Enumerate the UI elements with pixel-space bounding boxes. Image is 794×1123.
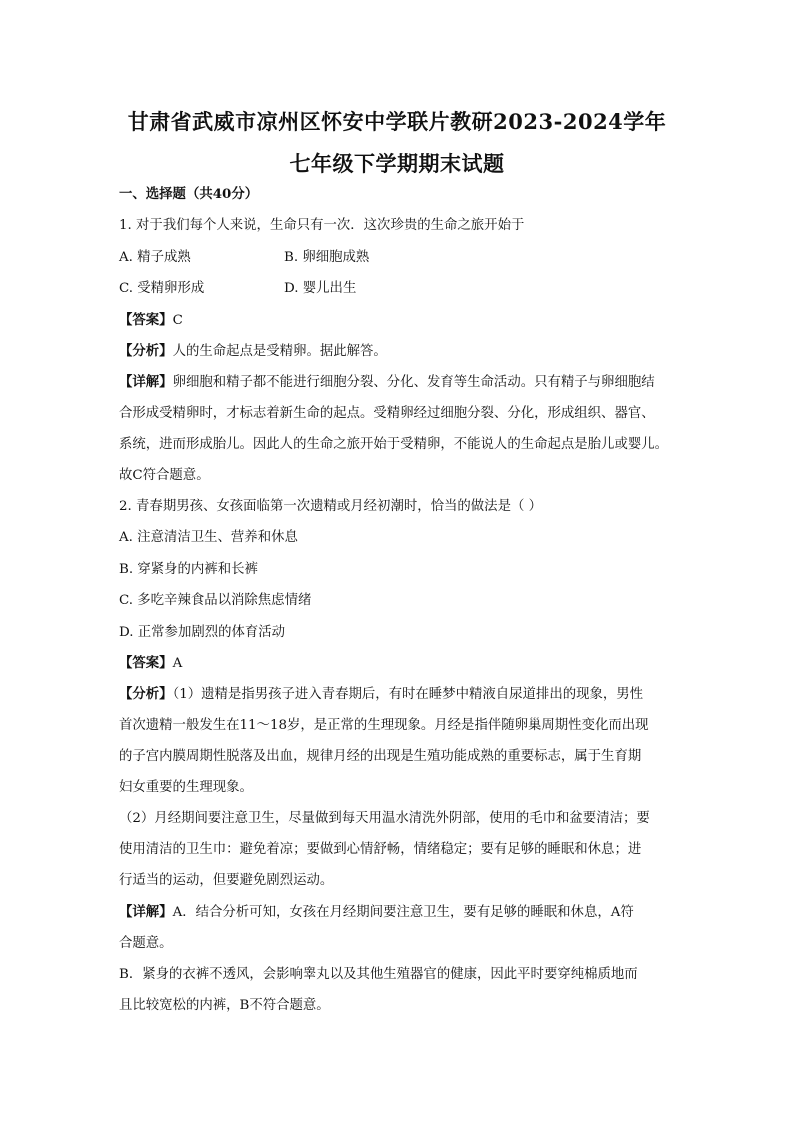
question-2-detail-line4: 且比较宽松的内裤，B不符合题意。 (119, 998, 330, 1013)
detail-text: 卵细胞和精子都不能进行细胞分裂、分化、发育等生命活动。只有精子与卵细胞结 (172, 375, 655, 390)
question-2-analysis-line1 (119, 688, 643, 701)
detail-tag: 【详解】 (119, 904, 173, 920)
question-2-analysis-line3: 的子宫内膜周期性脱落及出血，规律月经的出现是生殖功能成熟的重要标志，属于生育期 (119, 749, 642, 764)
document-title-line2: 七年级下学期期末试题 (289, 151, 505, 176)
question-2-detail-line3: B．紧身的衣裤不透风，会影响睾丸以及其他生殖器官的健康，因此平时要穿纯棉质地而 (119, 967, 638, 982)
answer-tag: 【答案】 (119, 312, 173, 328)
analysis-text: （1）遗精是指男孩子进入青春期后，有时在睡梦中精液自尿道排出的现象，男性 (172, 687, 644, 702)
question-2-option-c: C. 多吃辛辣食品以消除焦虑情绪 (119, 593, 312, 608)
question-1-detail-line4: 故C符合题意。 (119, 468, 210, 483)
analysis-tag: 【分析】 (119, 686, 173, 702)
question-1-detail-line1 (119, 376, 655, 389)
answer-value: A (172, 656, 183, 671)
question-2-detail-line2: 合题意。 (119, 936, 173, 951)
question-2-detail-line1 (119, 906, 634, 919)
question-2-option-b: B. 穿紧身的内裤和长裤 (119, 562, 258, 577)
question-1-stem: 1. 对于我们每个人来说，生命只有一次．这次珍贵的生命之旅开始于 (119, 218, 525, 233)
question-2-analysis-line7: 行适当的运动，但要避免剧烈运动。 (119, 873, 334, 888)
question-2-stem: 2. 青春期男孩、女孩面临第一次遗精或月经初潮时，恰当的做法是（ ） (119, 499, 543, 514)
question-1-option-b: B. 卵细胞成熟 (284, 250, 370, 265)
analysis-text: 人的生命起点是受精卵。据此解答。 (172, 344, 387, 359)
detail-tag: 【详解】 (119, 374, 173, 390)
question-1-detail-line2: 合形成受精卵时，才标志着新生命的起点。受精卵经过细胞分裂、分化，形成组织、器官、 (119, 406, 655, 421)
question-1-detail-line3: 系统，进而形成胎儿。因此人的生命之旅开始于受精卵，不能说人的生命起点是胎儿或婴儿。 (119, 437, 669, 452)
question-2-option-a: A. 注意清洁卫生、营养和休息 (119, 530, 298, 545)
analysis-tag: 【分析】 (119, 343, 173, 359)
question-1-options-row2 (119, 281, 357, 296)
question-1-options-row1 (119, 250, 370, 265)
question-1-analysis (119, 345, 387, 358)
question-2-answer (119, 657, 182, 670)
answer-tag: 【答案】 (119, 655, 173, 671)
answer-value: C (172, 313, 183, 328)
question-2-analysis-line4: 妇女重要的生理现象。 (119, 780, 253, 795)
question-2-option-d: D. 正常参加剧烈的体育活动 (119, 625, 286, 640)
question-1-option-c: C. 受精卵形成 (119, 281, 205, 296)
question-1-option-a: A. 精子成熟 (119, 250, 191, 265)
question-2-analysis-line5: （2）月经期间要注意卫生，尽量做到每天用温水清洗外阴部，使用的毛巾和盆要清洁；要 (119, 811, 650, 826)
document-title-line1: 甘肃省武威市凉州区怀安中学联片教研2023-2024学年 (127, 109, 667, 134)
question-1-answer (119, 314, 183, 327)
question-2-analysis-line2: 首次遗精一般发生在11～18岁，是正常的生理现象。月经是指伴随卵巢周期性变化而出现 (119, 718, 649, 733)
question-2-analysis-line6: 使用清洁的卫生巾：避免着凉；要做到心情舒畅，情绪稳定；要有足够的睡眠和休息；进 (119, 842, 642, 857)
detail-text: A．结合分析可知，女孩在月经期间要注意卫生，要有足够的睡眠和休息，A符 (172, 905, 634, 920)
question-1-option-d: D. 婴儿出生 (284, 281, 357, 296)
section-heading: 一、选择题（共40分） (119, 186, 259, 202)
